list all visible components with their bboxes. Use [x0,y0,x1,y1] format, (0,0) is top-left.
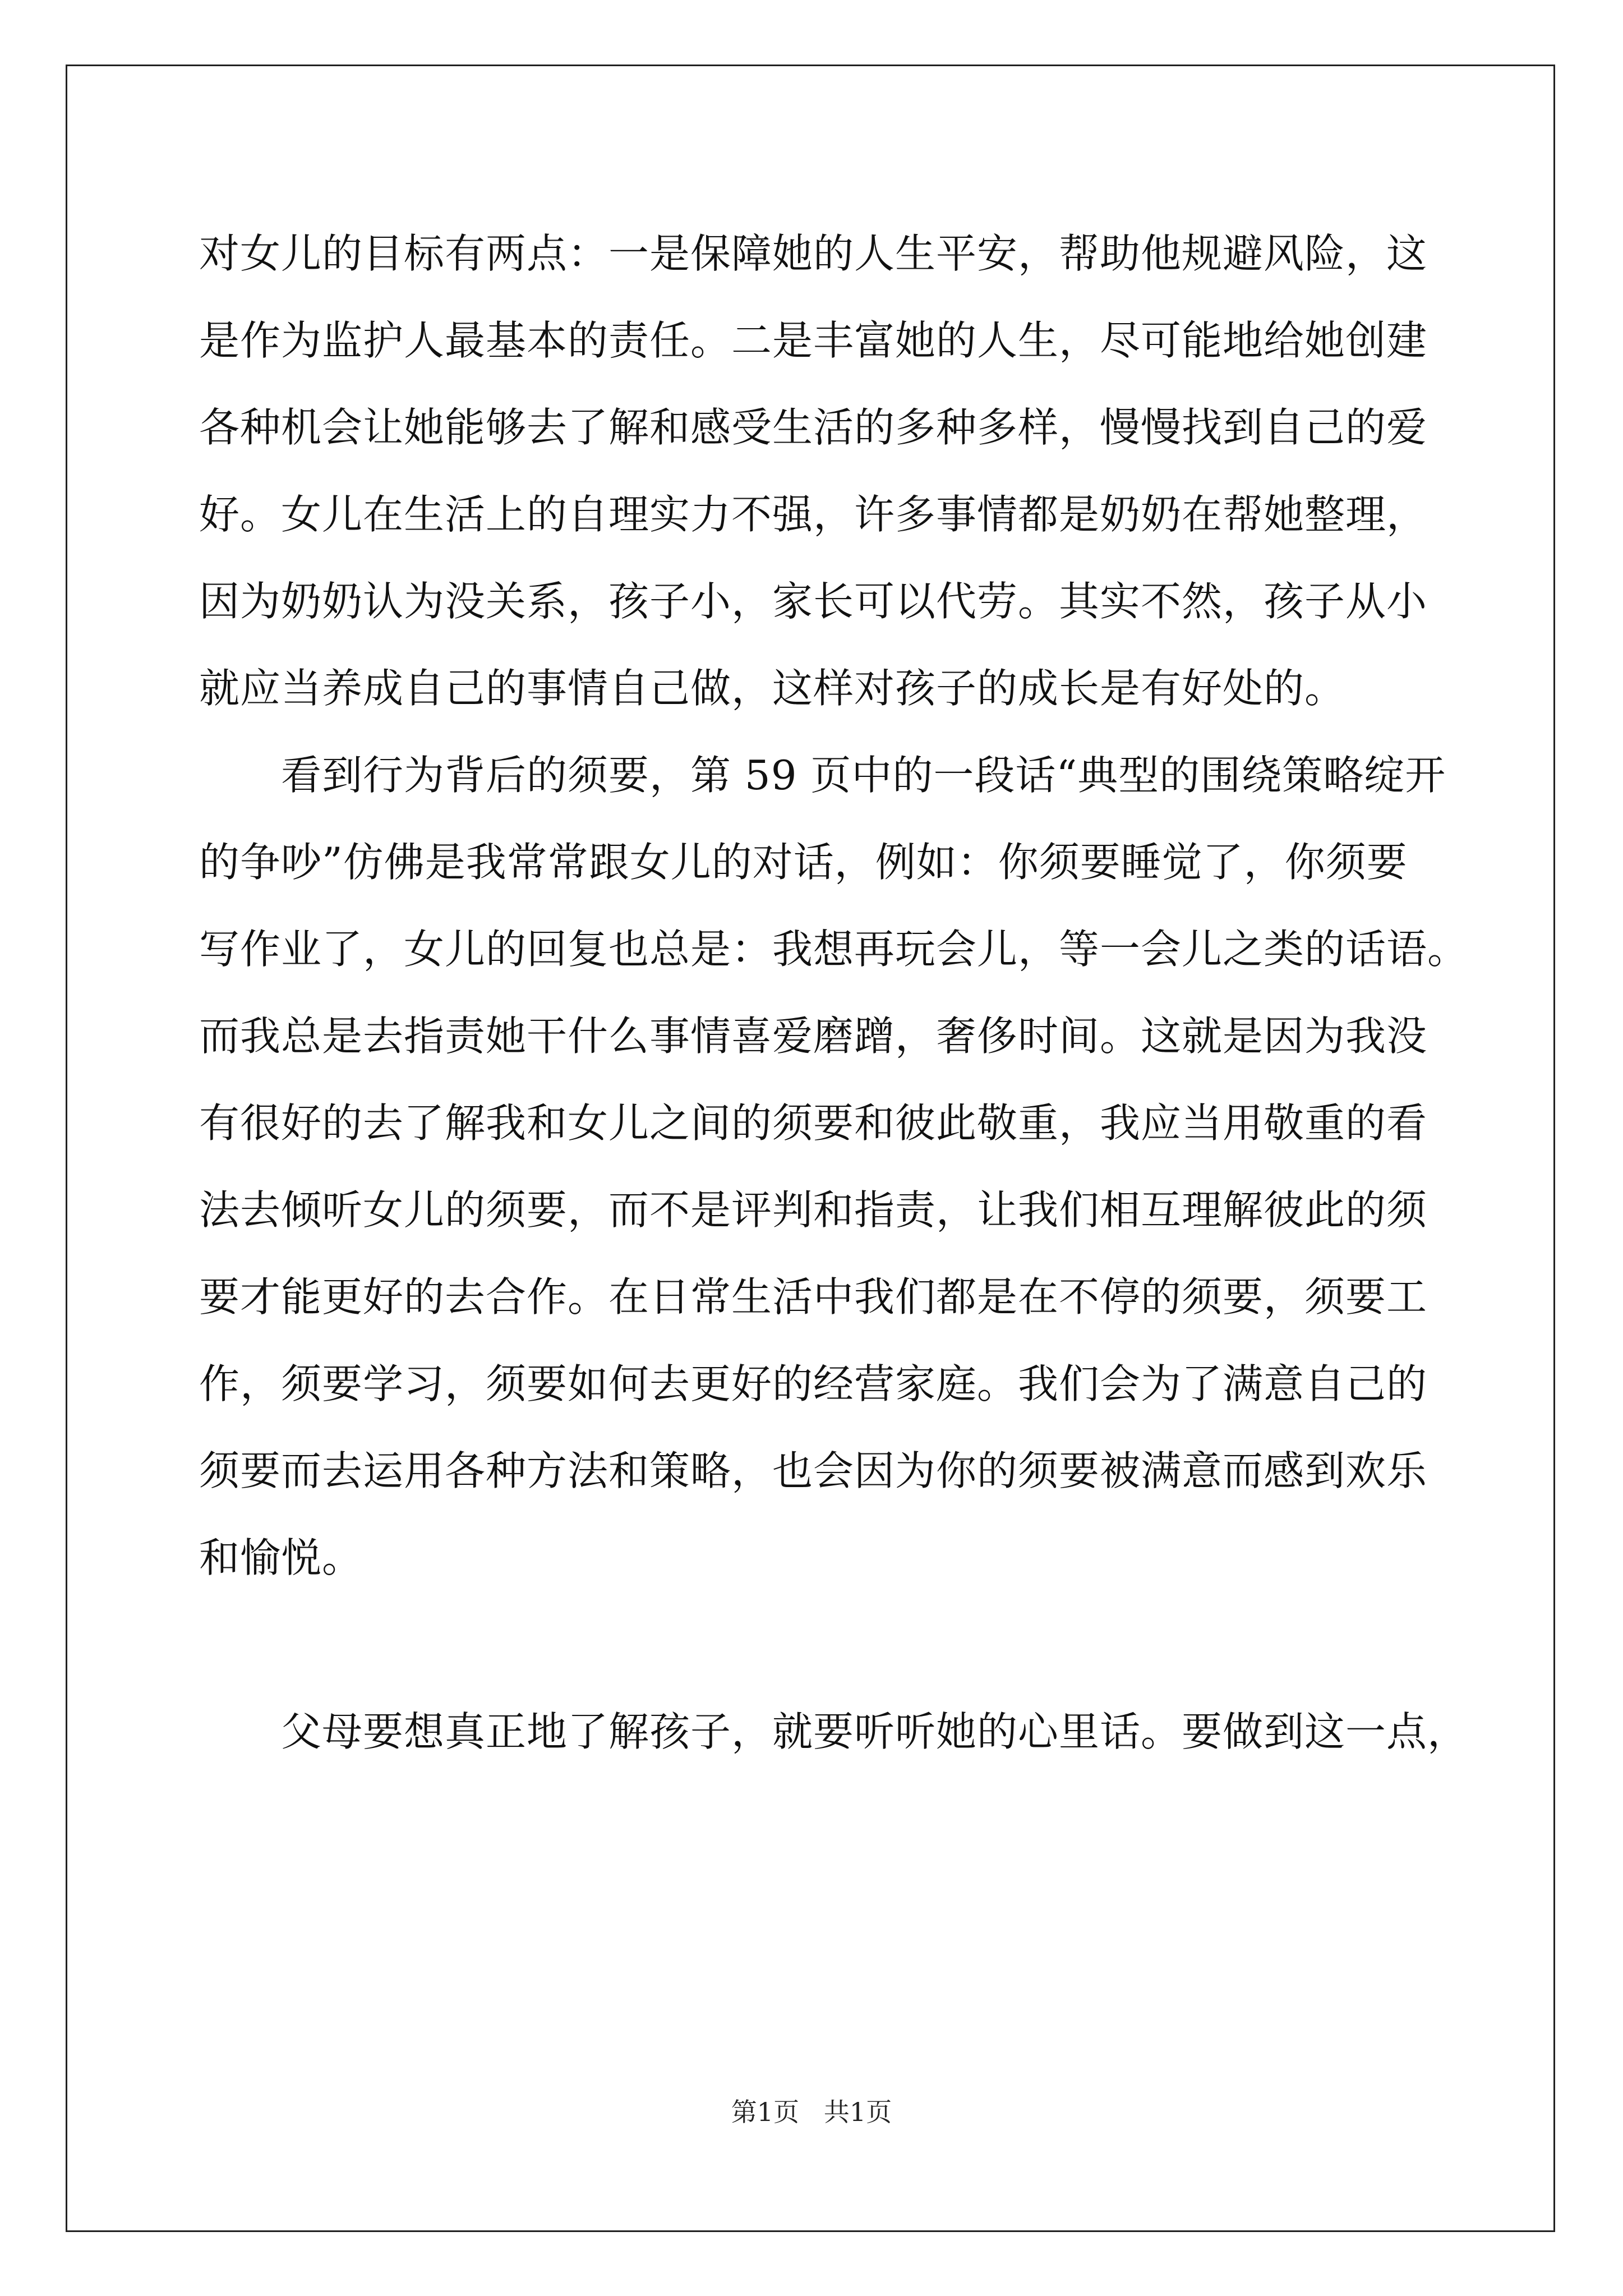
text-line: 的争吵”仿佛是我常常跟女儿的对话，例如：你须要睡觉了，你须要 [199,839,1408,886]
text-line: 作，须要学习，须要如何去更好的经营家庭。我们会为了满意自己的 [199,1360,1428,1407]
document-body [199,210,1489,1775]
text-line: 各种机会让她能够去了解和感受生活的多种多样，慢慢找到自己的爱 [199,404,1428,451]
text-line: 而我总是去指责她干什么事情喜爱磨蹭，奢侈时间。这就是因为我没 [199,1013,1428,1060]
text-line: 好。女儿在生活上的自理实力不强，许多事情都是奶奶在帮她整理， [199,491,1428,538]
text-line: 是作为监护人最基本的责任。二是丰富她的人生，尽可能地给她创建 [199,317,1428,364]
text-line: 有很好的去了解我和女儿之间的须要和彼此敬重，我应当用敬重的看 [199,1099,1428,1147]
text-line: 须要而去运用各种方法和策略，也会因为你的须要被满意而感到欢乐 [199,1447,1428,1494]
text-line: 和愉悦。 [199,1534,363,1581]
text-line: 要才能更好的去合作。在日常生活中我们都是在不停的须要，须要工 [199,1273,1428,1320]
blank-line [199,1602,1489,1688]
page-footer: 第1页 共1页 [731,2097,892,2127]
text-line: 对女儿的目标有两点：一是保障她的人生平安，帮助他规避风险，这 [199,230,1428,277]
text-line: 就应当养成自己的事情自己做，这样对孩子的成长是有好处的。 [199,665,1346,712]
text-line: 父母要想真正地了解孩子，就要听听她的心里话。要做到这一点， [199,1708,1469,1755]
text-line: 看到行为背后的须要，第 59 页中的一段话“典型的围绕策略绽开 [199,752,1446,799]
text-line: 法去倾听女儿的须要，而不是评判和指责，让我们相互理解彼此的须 [199,1186,1428,1234]
text-line: 因为奶奶认为没关系，孩子小，家长可以代劳。其实不然，孩子从小 [199,578,1428,625]
text-line: 写作业了，女儿的回复也总是：我想再玩会儿，等一会儿之类的话语。 [199,926,1469,973]
